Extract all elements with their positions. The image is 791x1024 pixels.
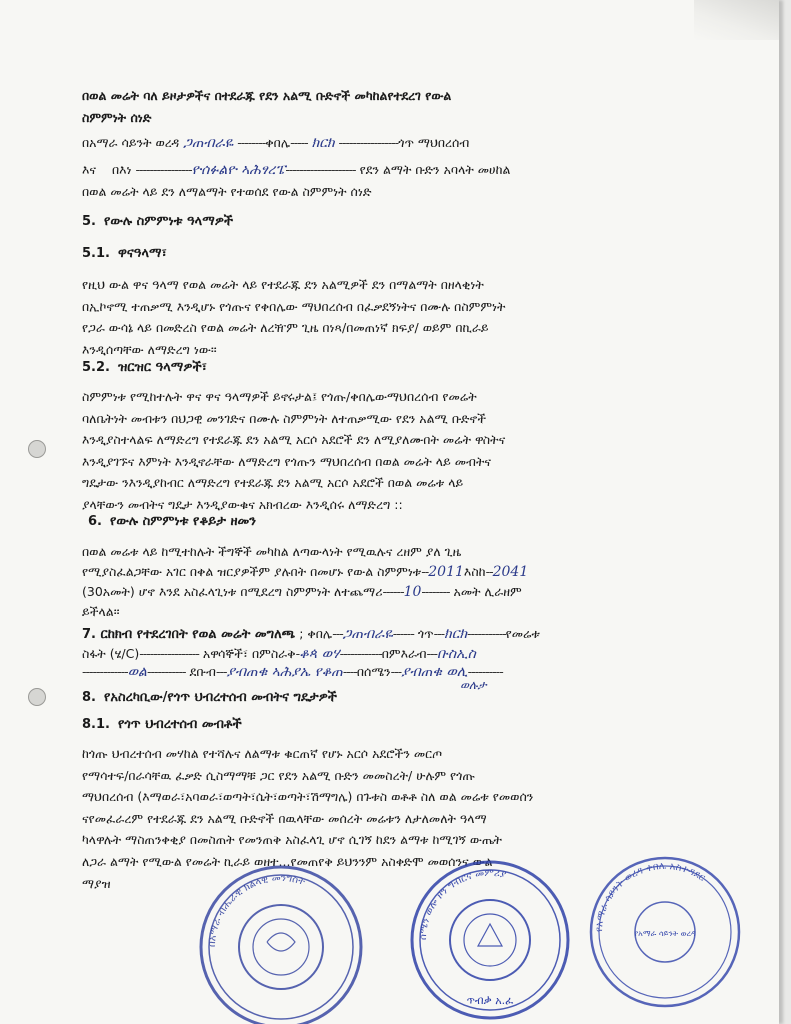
paragraph-line: ማህበረሰብ (እማወራ፣አባወራ፣ወጣት፣ሴት፣ወጣት፣ሽማግሌ) በጉቱስ ወቶቶ ስለ ወል መሬቱ የመወሰን (82, 789, 534, 805)
kebele-label: ቀበሌ (265, 135, 291, 150)
section-5-1-heading: 5.1. ዋናዓላማ፣ (82, 246, 167, 261)
end-year-handwritten: 2041 (492, 564, 529, 580)
punch-hole (28, 688, 46, 706)
section-7-line-3: -------------ወል----------- ደቡብ---ያብጠቁ ኣሕያኤ የቆጠ----በሰሜን---ያብጠቁ ወሊ---------- (82, 664, 503, 680)
paragraph-line: ባለቤትነት መብቱን በህጋዊ መንገድና በሙሉ ስምምነት ለተጠቃሚው የደን አልሚ ቡድኖች (82, 410, 487, 426)
section-6-heading: 6. የውሉ ስምምነቱ የቆይታ ዘመን (88, 514, 257, 529)
section-5-1-paragraph (82, 274, 682, 360)
paragraph-line: ስምምነቱ የሚከተሉት ዋና ዋና ዓላማዎች ይኖሩታል፤ የጎጡ/ቀበሌውማህበረሰብ የመሬት (82, 389, 477, 404)
document-title: በወል መሬት ባለ ይዞታዎችና በተደራጁ የደን አልሚ ቡድኖች መካከልየተደረገ የውል (82, 88, 452, 103)
header-line-2: እና በእነ ----------------ዮሰፉልዮ ኣሕፃረፔ-------------------- የደን ልማት ቡድን አባላት መሀከል (82, 162, 511, 178)
stamp-outer-text: በአማራ ብሔራዊ ክልላዊ መንግስት (206, 872, 307, 948)
official-stamp-right (588, 852, 742, 1012)
paragraph-line: ከጎጡ ህብረተሰብ መሃከል የተሻሉና ለልማቱ ቁርጠኛ የሆኑ አርሶ አደሮችን መርጦ (82, 746, 443, 761)
paragraph-line: እንዲሰጣቸው ለማድረግ ነው፡፡ (82, 341, 217, 357)
stamp-outer-text: ሰሜን ወሎ ዞን ግብርና መምሪያ (417, 867, 508, 941)
paragraph-line: ናየመፈራረም የተደራጁ ደን አልሚ ቡድኖች በዉላቸው መሰረት መሬቱን ለታለመለት ዓላማ (82, 810, 487, 826)
members-label: የደን ልማት ቡድን አባላት መሀከል (359, 162, 511, 177)
punch-hole (28, 440, 46, 458)
header-line-1: በአማራ ሳይንት ወረዳ ጋጠብራዬ --------ቀበሌ----- ክርክ -----------------ጎጥ ማህበረሰብ (82, 135, 470, 151)
svg-text:የአማራ ሳይንት ወረዳ ቀበሌ አስተዳደር (594, 861, 708, 932)
section-6-line-1: በወል መሬቱ ላይ ከሚተከሉት ችግኞች መካከል ለጣውላነት የሚዉሉና ረዘም ያለ ጊዜ (82, 544, 462, 559)
south-neighbor-handwritten: ያብጠቁ ኣሕያኤ የቆጠ (226, 664, 343, 680)
section-6-line-2: የሚያስፈልጋቸው አገር በቀል ዝርያዎችም ያሉበት በመሆኑ የውል ስምምነቱ--2011እስከ--2041 (82, 564, 529, 580)
south-neighbor-handwritten-2: ወሉታ (460, 678, 487, 692)
start-year-handwritten: 2011 (428, 564, 464, 580)
stamp-outer-text: የአማራ ሳይንት ወረዳ ቀበሌ አስተዳደር (593, 860, 708, 933)
paragraph-line: የጋራ ውሳኔ ላይ በመድረስ የወል መሬት ለረዥም ጊዜ በነጻ/በመጠነኛ ክፍያ/ ወይም በኪራይ (82, 320, 489, 336)
community-label: ጎጥ ማህበረሰብ (398, 135, 470, 150)
section-6-line-4: ይችላል፡፡ (82, 604, 120, 619)
section-5-2-heading: 5.2. ዝርዝር ዓላማዎች፣ (82, 360, 207, 375)
section-8-heading: 8. የአስረካቢው/የጎጥ ህብረተሰብ መብትና ግዴታዎች (82, 690, 337, 705)
paragraph-line: ማያዝ (82, 875, 111, 891)
paragraph-line: እንዲያስተላልፍ ለማድረግ የተደራጁ ደን አልሚ አርሶ አደሮች ደን ለሚያለሙበት መሬት ዋስትና (82, 432, 506, 448)
kebele-handwritten: ክርክ (311, 135, 335, 151)
paragraph-line: ያላቸውን መብትና ግዴታ እንዲያውቁና አክብረው እንዲሰሩ ለማድረግ :: (82, 496, 403, 512)
west-neighbor-handwritten: ቡስኢስ (437, 646, 476, 662)
paragraph-line: በኢኮኖሚ ተጠቃሚ እንዲሆኑ የጎጡና የቀበሌው ማህበረሰብ በፈቃደኝነትና በሙሉ በስምምነት (82, 298, 506, 314)
paragraph-line: ግዴታው ንእንዲያከብር ለማድረግ የተደራጁ ደን አልሚ አርሶ አደሮች በወል መሬቱ ላይ (82, 475, 464, 491)
section-5-2-paragraph (82, 386, 682, 516)
svg-text:ሰሜን ወሎ ዞን ግብርና መምሪያ (418, 868, 507, 940)
north2-neighbor-handwritten: ያብጠቁ ወሊ (401, 664, 468, 680)
section-5-heading: 5. የውሉ ስምምነቱ ዓላማዎች (82, 214, 234, 229)
with-label: በእነ (111, 162, 132, 177)
section-7-line-1: 7. ርከክብ የተደረገበት የወል መሬት መግለጫ ; ቀበሌ---ጋጠብራዬ------ ጎጥ---ክርክ-----------የመሬቱ (82, 626, 540, 642)
stamp-inner-text: የአማራ ሳይንት ወረዳ (634, 929, 696, 938)
woreda-handwritten: ጋጠብራዬ (183, 135, 234, 151)
section-6-line-3: (30አመት) ሆኖ እንደ አስፈላጊነቱ በሚደረግ ስምምነት ለተጨማሪ------10-------- አመት ሊራዘም (82, 584, 522, 600)
folded-corner (694, 0, 779, 40)
s7-kebele-handwritten: ጋጠብራዬ (342, 626, 393, 642)
paragraph-line: እንዲያገኙና እምነት እንዲኖራቸው ለማድረግ የጎጡን ማህበረሰብ በወል መሬት ላይ መብትና (82, 453, 492, 469)
s7-got-handwritten: ክርክ (444, 626, 468, 642)
paragraph-line: የዚህ ውል ዋና ዓላማ የወል መሬት ላይ የተደራጁ ደን አልሚዎች ደን በማልማት በዘላቂነት (82, 277, 484, 292)
north-neighbor-handwritten: ወል (127, 664, 147, 680)
stamp-bottom-text: ጥብቃ አ.ፈ (466, 994, 514, 1007)
document-title-cont: ስምምነት ሰነድ (82, 110, 152, 125)
official-stamp-left (195, 862, 367, 1024)
section-8-1-heading: 8.1. የጎጥ ህብረተሰብ መብቶች (82, 717, 242, 732)
section-7-line-2: ስፋት (ሄ/C)----------------- አዋሳኞች፣ በምስራቅ-ቆጳ ወሃ------------በምእራብ---ቡስኢስ (82, 646, 476, 662)
paragraph-line: የማሳተፍ/በራሳቸዉ ፈቃድ ሲስማማቹ ጋር የደን አልሚ ቡድን መመስረት/ ሁሉም የጎጡ (82, 767, 475, 783)
header-line-3: በወል መሬት ላይ ደን ለማልማት የተወሰደ የውል ስምምነት ሰነድ (82, 184, 372, 199)
extension-years-handwritten: 10 (403, 584, 422, 600)
paragraph-line: ካላዋሉት ማስጠንቀቂያ በመስጠት የመንጠቅ አስፈላጊ ሆኖ ሲገኝ ከደን ልማቱ ከሚገኝ ውጤት (82, 832, 502, 848)
and-label: እና (82, 162, 97, 177)
region-label: በአማራ ሳይንት ወረዳ (82, 135, 180, 150)
svg-text:በአማራ ብሔራዊ ክልላዊ መንግስት (207, 873, 307, 947)
official-stamp-center (410, 858, 570, 1024)
paragraph-line: ለጋራ ልማት የሚውል የመሬት ኪራይ ወዘተ...የመጠየቅ ይህንንም አስቀድሞ መወሰንና ውል (82, 853, 493, 869)
group-handwritten: ዮሰፉልዮ ኣሕፃረፔ (191, 162, 286, 178)
east-neighbor-handwritten: ቆጳ ወሃ (299, 646, 340, 662)
